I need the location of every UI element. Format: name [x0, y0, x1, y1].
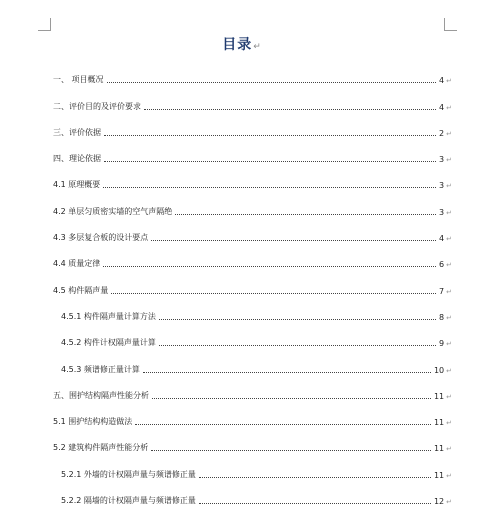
paragraph-mark-icon: ↵	[446, 103, 452, 112]
toc-entry-page-number: 3	[439, 155, 445, 165]
toc-entry-page-number: 11	[433, 444, 445, 454]
toc-entry-label: 5.2.2 隔墙的计权隔声量与频谱修正量	[61, 496, 196, 506]
paragraph-mark-icon: ↵	[446, 182, 452, 191]
toc-entry-label: 四、理论依据	[53, 154, 101, 164]
toc-entry[interactable]	[53, 429, 452, 455]
toc-entry-label: 4.4 质量定律	[53, 259, 101, 269]
toc-entry[interactable]	[53, 377, 452, 403]
toc-dot-leader	[103, 265, 436, 267]
toc-entry[interactable]	[53, 166, 452, 192]
toc-entry-label: 4.1 原理概要	[53, 180, 101, 190]
toc-entry[interactable]	[53, 482, 452, 508]
toc-dot-leader	[104, 160, 436, 162]
toc-dot-leader	[175, 213, 436, 215]
toc-entry[interactable]	[53, 192, 452, 218]
toc-entry[interactable]	[53, 219, 452, 245]
toc-dot-leader	[199, 502, 431, 504]
toc-entry-label: 五、围护结构隔声性能分析	[53, 390, 149, 400]
toc-entry-label: 二、评价目的及评价要求	[53, 101, 141, 111]
toc-entry[interactable]	[53, 61, 452, 87]
toc-dot-leader	[144, 108, 436, 110]
crop-mark-top-left	[38, 18, 51, 31]
toc-entry-label: 4.5.2 构件计权隔声量计算	[61, 338, 156, 348]
toc-dot-leader	[159, 344, 436, 346]
toc-dot-leader	[107, 81, 436, 83]
toc-dot-leader	[135, 423, 431, 425]
toc-entry[interactable]	[53, 114, 452, 140]
paragraph-mark-icon: ↵	[446, 313, 452, 322]
paragraph-mark-icon: ↵	[446, 445, 452, 454]
toc-entry-page-number: 8	[439, 312, 445, 322]
paragraph-mark-icon: ↵	[446, 156, 452, 165]
paragraph-mark-icon: ↵	[446, 235, 452, 244]
toc-entry-page-number: 4	[439, 234, 445, 244]
toc-entry-label: 三、评价依据	[53, 127, 101, 137]
toc-dot-leader	[152, 397, 431, 399]
paragraph-mark-icon: ↵	[446, 419, 452, 428]
toc-entry[interactable]	[53, 271, 452, 297]
toc-entry-page-number: 10	[433, 365, 445, 375]
paragraph-mark-icon: ↵	[446, 287, 452, 296]
toc-entry-page-number: 11	[433, 391, 445, 401]
toc-entry[interactable]	[53, 245, 452, 271]
toc-dot-leader	[199, 476, 431, 478]
toc-entry-label: 4.3 多层复合板的设计要点	[53, 233, 149, 243]
toc-dot-leader	[104, 134, 436, 136]
toc-entry-label: 4.2 单层匀质密实墙的空气声隔绝	[53, 206, 173, 216]
toc-entry[interactable]	[53, 324, 452, 350]
toc-entry-page-number: 6	[439, 260, 445, 270]
toc-entry-page-number: 4	[439, 102, 445, 112]
toc-heading	[0, 34, 484, 54]
toc-dot-leader	[151, 449, 431, 451]
paragraph-mark-icon: ↵	[446, 340, 452, 349]
paragraph-mark-icon: ↵	[446, 392, 452, 401]
toc-entry[interactable]	[53, 140, 452, 166]
toc-entry-page-number: 11	[433, 418, 445, 428]
paragraph-mark-icon: ↵	[446, 498, 452, 507]
paragraph-mark-icon: ↵	[446, 77, 452, 86]
crop-mark-top-right	[444, 18, 457, 31]
toc-entry-page-number: 11	[433, 470, 445, 480]
toc-entry[interactable]	[53, 298, 452, 324]
toc-entry-page-number: 7	[439, 286, 445, 296]
toc-dot-leader	[159, 318, 436, 320]
paragraph-mark-icon: ↵	[253, 42, 262, 52]
paragraph-mark-icon: ↵	[446, 471, 452, 480]
paragraph-mark-icon: ↵	[446, 208, 452, 217]
toc-dot-leader	[111, 292, 436, 294]
toc-dot-leader	[151, 239, 436, 241]
toc-dot-leader	[103, 186, 436, 188]
toc-dot-leader	[143, 371, 431, 373]
paragraph-mark-icon: ↵	[446, 366, 452, 375]
toc-entry-page-number: 2	[439, 128, 445, 138]
toc-entry[interactable]	[53, 403, 452, 429]
toc-entry-label: 5.2 建筑构件隔声性能分析	[53, 443, 149, 453]
toc-entry[interactable]	[53, 350, 452, 376]
toc-entry[interactable]	[53, 87, 452, 113]
paragraph-mark-icon: ↵	[446, 261, 452, 270]
toc-entry-page-number: 4	[439, 76, 445, 86]
toc-entry[interactable]	[53, 455, 452, 481]
toc-entry-label: 一、 项目概况	[53, 75, 104, 85]
paragraph-mark-icon: ↵	[446, 129, 452, 138]
toc-heading-text: 目录	[222, 37, 253, 53]
toc-entry-label: 4.5.1 构件隔声量计算方法	[61, 311, 156, 321]
toc-entry-label: 4.5 构件隔声量	[53, 285, 109, 295]
table-of-contents	[53, 61, 452, 508]
toc-entry-page-number: 9	[439, 339, 445, 349]
toc-entry-page-number: 3	[439, 207, 445, 217]
toc-entry-label: 5.2.1 外墙的计权隔声量与频谱修正量	[61, 469, 196, 479]
toc-entry-label: 4.5.3 频谱修正量计算	[61, 364, 140, 374]
toc-entry-label: 5.1 围护结构构造做法	[53, 417, 133, 427]
toc-entry-page-number: 3	[439, 181, 445, 191]
toc-entry-page-number: 12	[433, 497, 445, 507]
